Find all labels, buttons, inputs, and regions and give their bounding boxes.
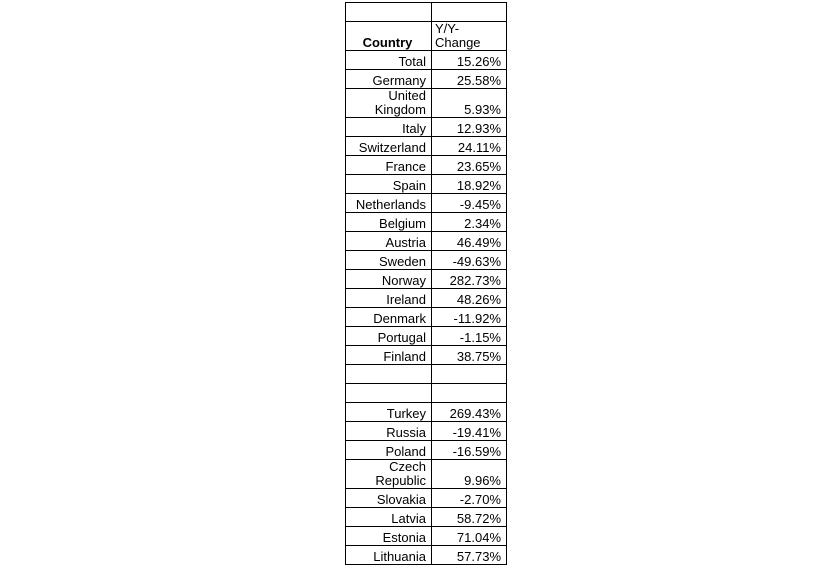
change-cell: -19.41% (432, 422, 507, 441)
change-cell: 24.11% (432, 137, 507, 156)
header-country: Country (346, 22, 432, 51)
table-row (346, 251, 507, 270)
blank-cell (346, 384, 432, 403)
change-cell: -2.70% (432, 489, 507, 508)
change-cell: -49.63% (432, 251, 507, 270)
change-cell: -16.59% (432, 441, 507, 460)
country-cell: Total (346, 51, 432, 70)
country-cell: United Kingdom (346, 89, 432, 118)
country-cell: Switzerland (346, 137, 432, 156)
country-cell: Sweden (346, 251, 432, 270)
table-row (346, 232, 507, 251)
country-cell: Germany (346, 70, 432, 89)
change-cell: 25.58% (432, 70, 507, 89)
table-row (346, 289, 507, 308)
header-change: Y/Y-Change (432, 22, 507, 51)
change-cell: 18.92% (432, 175, 507, 194)
country-cell: France (346, 156, 432, 175)
change-cell: 282.73% (432, 270, 507, 289)
country-cell: Denmark (346, 308, 432, 327)
table-row (346, 489, 507, 508)
table-row (346, 175, 507, 194)
table-row (346, 137, 507, 156)
country-cell: Lithuania (346, 546, 432, 565)
table-row (346, 403, 507, 422)
blank-cell (346, 3, 432, 22)
blank-row (346, 365, 507, 384)
table-row (346, 270, 507, 289)
change-cell: -11.92% (432, 308, 507, 327)
blank-row (346, 3, 507, 22)
blank-cell (432, 3, 507, 22)
change-cell: 48.26% (432, 289, 507, 308)
country-cell: Turkey (346, 403, 432, 422)
table-row (346, 527, 507, 546)
country-cell: Norway (346, 270, 432, 289)
table-row (346, 118, 507, 137)
blank-cell (346, 365, 432, 384)
change-cell: 46.49% (432, 232, 507, 251)
change-cell: 15.26% (432, 51, 507, 70)
table-row (346, 327, 507, 346)
country-cell: Poland (346, 441, 432, 460)
country-cell: Finland (346, 346, 432, 365)
table-row (346, 460, 507, 489)
change-cell: 71.04% (432, 527, 507, 546)
table-row (346, 156, 507, 175)
change-cell: 2.34% (432, 213, 507, 232)
change-cell: 5.93% (432, 89, 507, 118)
change-cell: 58.72% (432, 508, 507, 527)
table-row (346, 441, 507, 460)
table-row (346, 346, 507, 365)
table-row (346, 51, 507, 70)
change-cell: 9.96% (432, 460, 507, 489)
table-row (346, 89, 507, 118)
country-cell: Netherlands (346, 194, 432, 213)
country-cell: Italy (346, 118, 432, 137)
country-cell: Belgium (346, 213, 432, 232)
country-cell: Slovakia (346, 489, 432, 508)
change-cell: 38.75% (432, 346, 507, 365)
table-row (346, 70, 507, 89)
country-cell: Latvia (346, 508, 432, 527)
data-table (345, 2, 507, 565)
country-cell: Russia (346, 422, 432, 441)
blank-row (346, 384, 507, 403)
country-cell: Ireland (346, 289, 432, 308)
country-cell: Estonia (346, 527, 432, 546)
table-row (346, 194, 507, 213)
table-row (346, 308, 507, 327)
change-cell: 23.65% (432, 156, 507, 175)
table-row (346, 546, 507, 565)
table-row (346, 213, 507, 232)
table-row (346, 508, 507, 527)
change-cell: -9.45% (432, 194, 507, 213)
change-cell: 12.93% (432, 118, 507, 137)
blank-cell (432, 365, 507, 384)
change-cell: -1.15% (432, 327, 507, 346)
blank-cell (432, 384, 507, 403)
country-cell: Portugal (346, 327, 432, 346)
table-row (346, 422, 507, 441)
country-cell: Austria (346, 232, 432, 251)
header-row (346, 22, 507, 51)
country-cell: Spain (346, 175, 432, 194)
change-cell: 57.73% (432, 546, 507, 565)
country-cell: Czech Republic (346, 460, 432, 489)
change-cell: 269.43% (432, 403, 507, 422)
